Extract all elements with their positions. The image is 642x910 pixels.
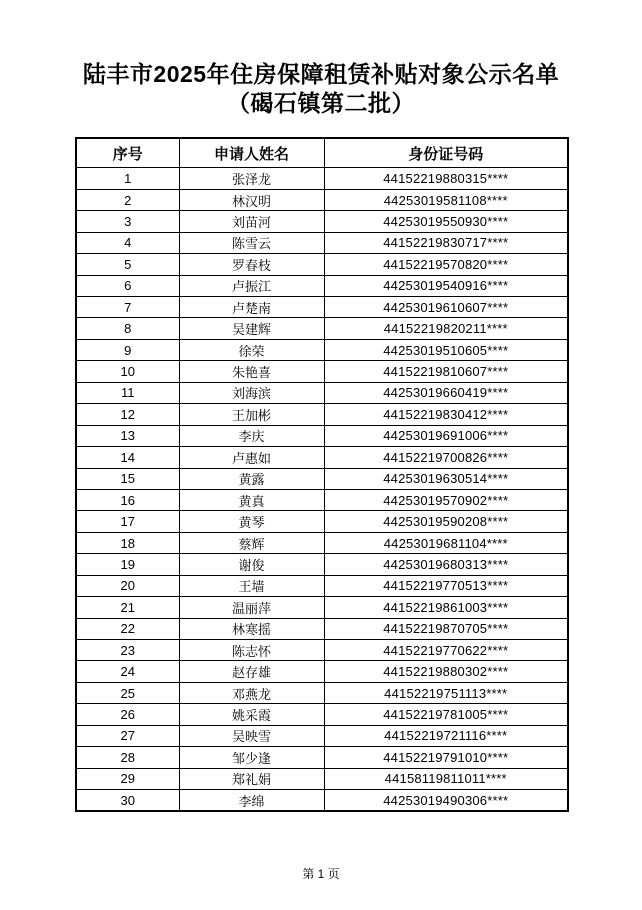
cell-applicant-name: 徐荣 — [179, 339, 324, 360]
cell-id-number: 44152219700826**** — [324, 447, 568, 468]
page-title-line2: （碣石镇第二批） — [227, 90, 415, 117]
cell-serial: 7 — [76, 297, 179, 318]
cell-id-number: 44253019510605**** — [324, 339, 568, 360]
cell-applicant-name: 蔡辉 — [179, 532, 324, 553]
cell-id-number: 44253019630514**** — [324, 468, 568, 489]
cell-id-number: 44152219810607**** — [324, 361, 568, 382]
cell-applicant-name: 温丽萍 — [179, 597, 324, 618]
cell-serial: 2 — [76, 189, 179, 210]
cell-serial: 23 — [76, 640, 179, 661]
cell-serial: 16 — [76, 489, 179, 510]
cell-id-number: 44253019681104**** — [324, 532, 568, 553]
cell-serial: 17 — [76, 511, 179, 532]
cell-serial: 26 — [76, 704, 179, 725]
cell-id-number: 44152219830412**** — [324, 404, 568, 425]
cell-serial: 3 — [76, 211, 179, 232]
cell-serial: 6 — [76, 275, 179, 296]
table-row — [76, 361, 568, 382]
cell-serial: 19 — [76, 554, 179, 575]
cell-applicant-name: 谢俊 — [179, 554, 324, 575]
cell-id-number: 44152219781005**** — [324, 704, 568, 725]
cell-serial: 18 — [76, 532, 179, 553]
page-number: 第 1 页 — [302, 867, 340, 881]
cell-applicant-name: 黄琴 — [179, 511, 324, 532]
table-row — [76, 618, 568, 639]
cell-id-number: 44152219751113**** — [324, 682, 568, 703]
table-row — [76, 575, 568, 596]
cell-applicant-name: 姚采霞 — [179, 704, 324, 725]
table-row — [76, 254, 568, 275]
cell-applicant-name: 吴映雪 — [179, 725, 324, 746]
cell-serial: 27 — [76, 725, 179, 746]
table-row — [76, 275, 568, 296]
cell-applicant-name: 王墙 — [179, 575, 324, 596]
col-header-id-number: 身份证号码 — [324, 138, 568, 168]
cell-applicant-name: 卢惠如 — [179, 447, 324, 468]
cell-applicant-name: 张泽龙 — [179, 168, 324, 189]
cell-applicant-name: 朱艳喜 — [179, 361, 324, 382]
cell-applicant-name: 吴建辉 — [179, 318, 324, 339]
cell-applicant-name: 李绵 — [179, 790, 324, 811]
cell-serial: 13 — [76, 425, 179, 446]
table-row — [76, 297, 568, 318]
cell-id-number: 44253019581108**** — [324, 189, 568, 210]
table-row — [76, 661, 568, 682]
cell-id-number: 44253019570902**** — [324, 489, 568, 510]
cell-applicant-name: 林寒摇 — [179, 618, 324, 639]
page-title — [0, 60, 642, 119]
cell-serial: 1 — [76, 168, 179, 189]
cell-applicant-name: 赵存雄 — [179, 661, 324, 682]
cell-id-number: 44253019610607**** — [324, 297, 568, 318]
table-row — [76, 339, 568, 360]
table-row — [76, 168, 568, 189]
cell-id-number: 44253019540916**** — [324, 275, 568, 296]
cell-applicant-name: 邓燕龙 — [179, 682, 324, 703]
cell-id-number: 44152219861003**** — [324, 597, 568, 618]
cell-id-number: 44253019490306**** — [324, 790, 568, 811]
cell-id-number: 44152219770513**** — [324, 575, 568, 596]
cell-id-number: 44253019660419**** — [324, 382, 568, 403]
table-header-row — [76, 138, 568, 168]
table-row — [76, 532, 568, 553]
col-header-serial: 序号 — [76, 138, 179, 168]
cell-serial: 21 — [76, 597, 179, 618]
cell-serial: 25 — [76, 682, 179, 703]
table-row — [76, 404, 568, 425]
table-row — [76, 640, 568, 661]
cell-applicant-name: 郑礼娟 — [179, 768, 324, 789]
cell-id-number: 44253019691006**** — [324, 425, 568, 446]
table-row — [76, 447, 568, 468]
cell-id-number: 44152219820211**** — [324, 318, 568, 339]
cell-id-number: 44152219570820**** — [324, 254, 568, 275]
col-header-applicant-name: 申请人姓名 — [179, 138, 324, 168]
cell-applicant-name: 罗春枝 — [179, 254, 324, 275]
cell-serial: 24 — [76, 661, 179, 682]
cell-id-number: 44152219830717**** — [324, 232, 568, 253]
cell-serial: 30 — [76, 790, 179, 811]
cell-serial: 9 — [76, 339, 179, 360]
cell-serial: 15 — [76, 468, 179, 489]
cell-serial: 10 — [76, 361, 179, 382]
table-row — [76, 318, 568, 339]
table-row — [76, 704, 568, 725]
cell-applicant-name: 卢振江 — [179, 275, 324, 296]
table-row — [76, 382, 568, 403]
cell-applicant-name: 王加彬 — [179, 404, 324, 425]
cell-serial: 29 — [76, 768, 179, 789]
announcement-table — [75, 137, 569, 812]
cell-serial: 20 — [76, 575, 179, 596]
cell-applicant-name: 李庆 — [179, 425, 324, 446]
table-row — [76, 211, 568, 232]
table-row — [76, 725, 568, 746]
cell-serial: 28 — [76, 747, 179, 768]
table-row — [76, 554, 568, 575]
cell-id-number: 44253019550930**** — [324, 211, 568, 232]
table-row — [76, 597, 568, 618]
cell-applicant-name: 林汉明 — [179, 189, 324, 210]
table-header — [76, 138, 568, 168]
cell-serial: 5 — [76, 254, 179, 275]
cell-id-number: 44152219791010**** — [324, 747, 568, 768]
cell-id-number: 44152219770622**** — [324, 640, 568, 661]
table-row — [76, 425, 568, 446]
table-row — [76, 511, 568, 532]
table-row — [76, 790, 568, 811]
cell-serial: 4 — [76, 232, 179, 253]
cell-applicant-name: 陈志怀 — [179, 640, 324, 661]
cell-serial: 12 — [76, 404, 179, 425]
cell-applicant-name: 陈雪云 — [179, 232, 324, 253]
cell-id-number: 44152219870705**** — [324, 618, 568, 639]
cell-serial: 22 — [76, 618, 179, 639]
cell-serial: 8 — [76, 318, 179, 339]
table-row — [76, 468, 568, 489]
cell-id-number: 44152219880315**** — [324, 168, 568, 189]
cell-id-number: 44253019590208**** — [324, 511, 568, 532]
table-row — [76, 768, 568, 789]
cell-applicant-name: 刘海滨 — [179, 382, 324, 403]
page-title-line1: 陆丰市2025年住房保障租赁补贴对象公示名单 — [82, 61, 560, 87]
cell-applicant-name: 黄露 — [179, 468, 324, 489]
cell-applicant-name: 刘苗河 — [179, 211, 324, 232]
cell-id-number: 44253019680313**** — [324, 554, 568, 575]
cell-applicant-name: 卢楚南 — [179, 297, 324, 318]
cell-id-number: 44152219880302**** — [324, 661, 568, 682]
cell-id-number: 44152219721116**** — [324, 725, 568, 746]
table-row — [76, 682, 568, 703]
table-row — [76, 747, 568, 768]
cell-serial: 14 — [76, 447, 179, 468]
cell-applicant-name: 黄真 — [179, 489, 324, 510]
cell-id-number: 44158119811011**** — [324, 768, 568, 789]
table-body — [76, 168, 568, 811]
table-row — [76, 489, 568, 510]
table-row — [76, 232, 568, 253]
table-row — [76, 189, 568, 210]
cell-serial: 11 — [76, 382, 179, 403]
cell-applicant-name: 邹少逢 — [179, 747, 324, 768]
